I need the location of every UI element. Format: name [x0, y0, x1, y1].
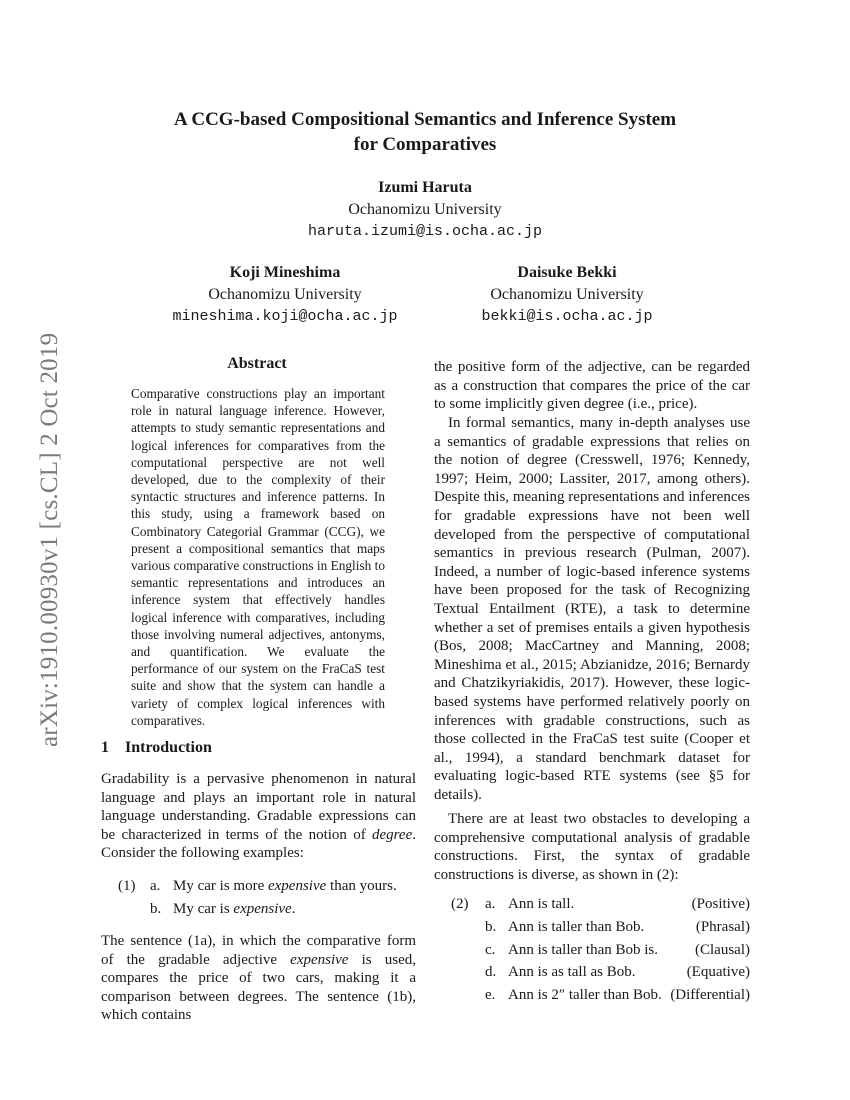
author-email: haruta.izumi@is.ocha.ac.jp [307, 223, 543, 240]
example-text: My car is expensive. [173, 900, 296, 917]
example-text: My car is more expensive than yours. [173, 878, 397, 894]
section-heading [101, 739, 212, 757]
example-tag: (Phrasal) [695, 918, 750, 935]
example-row [118, 875, 416, 898]
author-affiliation: Ochanomizu University [490, 286, 644, 303]
text-run: is used, compares the price of two cars, making it a comparison between degrees. The sentence (1b), which contains [101, 951, 417, 1024]
example-tag: (Positive) [691, 896, 750, 912]
example-2 [451, 893, 750, 1007]
example-tag: (Differential) [670, 987, 750, 1004]
example-label: a. [485, 896, 496, 912]
title-line-2: for Comparatives [353, 134, 497, 155]
example-text: Ann is taller than Bob. [508, 918, 645, 935]
author-email: bekki@is.ocha.ac.jp [481, 308, 653, 325]
author-name: Koji Mineshima [229, 264, 341, 281]
section-title: Introduction [125, 739, 212, 756]
author-email: mineshima.koji@ocha.ac.jp [172, 308, 398, 325]
example-label: e. [485, 987, 496, 1004]
author-block-1 [0, 177, 850, 243]
title-line-1: A CCG-based Compositional Semantics and Inference System [173, 109, 677, 130]
example-label: a. [150, 878, 161, 894]
example-row [451, 939, 750, 962]
intro-paragraph-1 [101, 770, 416, 863]
emphasis: expensive [290, 951, 349, 968]
example-1 [118, 875, 416, 921]
example-text: Ann is taller than Bob is. [508, 941, 658, 958]
example-label: d. [485, 964, 497, 981]
author-block-2 [125, 262, 445, 328]
example-label: c. [485, 941, 496, 958]
example-number: (2) [451, 896, 469, 912]
text-run: . Consider the following examples: [101, 826, 416, 862]
text-run: The sentence (1a), in which the comparative form of the gradable adjective [101, 933, 416, 968]
example-tag: (Clausal) [695, 941, 750, 958]
example-row [451, 916, 750, 939]
example-label: b. [485, 918, 497, 935]
abstract-heading: Abstract [227, 355, 287, 372]
example-number: (1) [118, 878, 136, 894]
example-text: Ann is tall. [508, 896, 575, 912]
intro-paragraph-2 [101, 932, 416, 1025]
example-row [451, 961, 750, 984]
paper-title [0, 107, 850, 157]
abstract-text: Comparative constructions play an important role in natural language inference. However, attempts to study semantic representations and logical inferences for comparatives from the computational perspective are not well developed, due to the complexity of their syntactic structures and inference patterns. In this study, using a framework based on Combinatory Categorial Grammar (CCG), we present a compositional semantics that maps various comparative constructions in English to semantic representations and introduces an inference system that effectively handles logical inference with comparatives, including those involving numeral adjectives, antonyms, and quantification. We evaluate the performance of our system on the FraCaS test suite and show that the system can handle a variety of complex logical inferences with comparatives. [131, 386, 385, 728]
author-affiliation: Ochanomizu University [208, 286, 362, 303]
example-row [118, 898, 416, 921]
author-name: Izumi Haruta [378, 179, 472, 196]
author-affiliation: Ochanomizu University [348, 201, 502, 218]
example-row [451, 893, 750, 916]
author-block-3 [407, 262, 727, 328]
right-paragraph-3: There are at least two obstacles to developing a comprehensive computational analysis of gradable constructions. First, the syntax of gradable constructions is diverse, as shown in (2): [434, 811, 750, 883]
section-number: 1 [101, 739, 109, 756]
example-text: Ann is as tall as Bob. [508, 964, 636, 981]
author-name: Daisuke Bekki [517, 264, 617, 281]
emphasis: degree [371, 826, 413, 843]
text-run: Gradability is a pervasive phenomenon in natural language and plays an important role in natural language understanding. Gradable expressions can be characterized in terms of the notion of [101, 771, 416, 843]
arxiv-identifier: arXiv:1910.00930v1 [cs.CL] 2 Oct 2019 [36, 332, 63, 747]
example-row [451, 984, 750, 1007]
right-paragraph-2: In formal semantics, many in-depth analyses use a semantics of gradable expressions that relies on the notion of degree (Cresswell, 1976; Kennedy, 1997; Heim, 2000; Lassiter, 2017, among others). Despite this, meaning representations and inferences for gradable expressions have not been well developed from the perspective of computational semantics in previous research (Pulman, 2007). Indeed, a number of logic-based inference systems have been proposed for the task of Recognizing Textual Entailment (RTE), a task to determine whether a set of premises entails a given hypothesis (Bos, 2008; MacCartney and Manning, 2008; Mineshima et al., 2015; Abzianidze, 2016; Bernardy and Chatzikyriakidis, 2017). However, these logic-based systems have performed relatively poorly on inferences with gradable constructions, such as those collected in the FraCaS test suite (Cooper et al., 1994), a standard benchmark dataset for evaluating logic-based RTE systems (see §5 for details). [434, 415, 750, 803]
example-label: b. [150, 900, 162, 917]
example-text: Ann is 2″ taller than Bob. [508, 987, 662, 1004]
right-paragraph-1: the positive form of the adjective, can be regarded as a construction that compares the price of the car to some implicitly given degree (i.e., price). [434, 359, 750, 413]
example-tag: (Equative) [686, 964, 750, 981]
